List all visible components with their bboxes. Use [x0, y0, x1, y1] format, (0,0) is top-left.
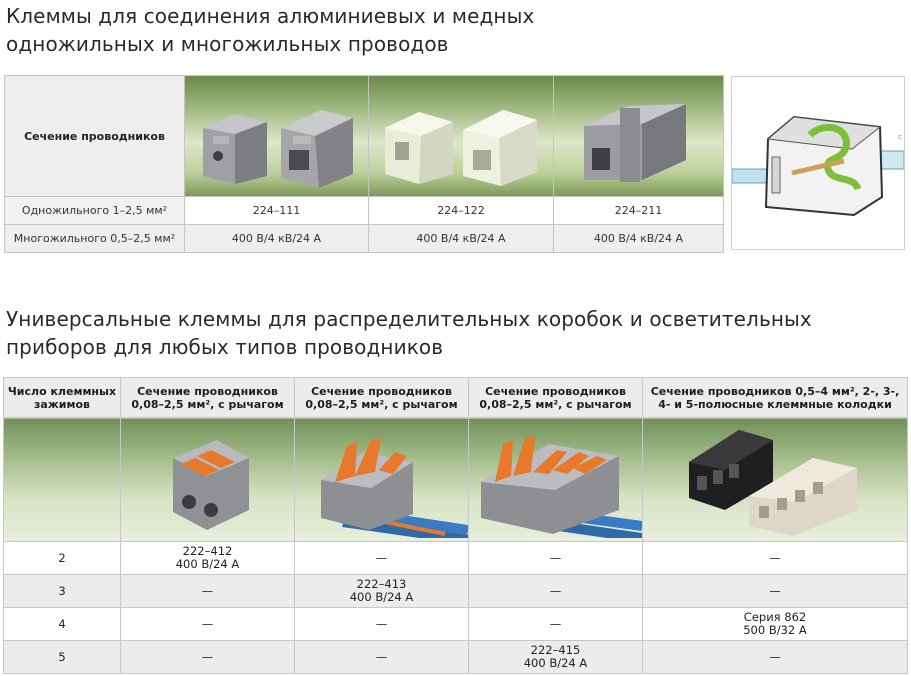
- cell-line: 222–413: [356, 577, 407, 591]
- table-cell: 224–111: [185, 197, 369, 225]
- cell-line: 400 В/24 А: [175, 557, 240, 571]
- cell-line: 222–415: [530, 643, 581, 657]
- table-cell: 224–211: [554, 197, 724, 225]
- grey-connector-image: [185, 76, 369, 197]
- grey-inline-connector-image: [554, 76, 724, 197]
- table-cell: —: [295, 641, 469, 674]
- terminal-count: 5: [4, 641, 121, 674]
- connector-cutaway-illustration: [731, 76, 905, 250]
- table-cell: 400 В/4 кВ/24 А: [185, 225, 369, 253]
- table-cell: [469, 641, 643, 674]
- header-line: 0,08–2,5 мм², с рычагом: [479, 397, 632, 411]
- table-cell: —: [469, 542, 643, 575]
- table-cell: [121, 542, 295, 575]
- table-cell: —: [469, 575, 643, 608]
- table-cell: [295, 575, 469, 608]
- table-cell: [643, 608, 908, 641]
- table-cell: —: [643, 575, 908, 608]
- cell-line: 500 В/32 А: [743, 623, 807, 637]
- lever-connector-table: [3, 377, 908, 674]
- header-cross-section: [121, 378, 295, 418]
- header-line: зажимов: [34, 397, 90, 411]
- row-label-solid: Одножильного 1–2,5 мм²: [5, 197, 185, 225]
- header-cross-section: [295, 378, 469, 418]
- header-line: Сечение проводников: [311, 384, 452, 398]
- table-cell: —: [121, 608, 295, 641]
- section-header-cell: Сечение проводников: [5, 76, 185, 197]
- terminal-blocks-image: [643, 418, 908, 542]
- three-lever-connector-image: [295, 418, 469, 542]
- table-cell: 400 В/4 кВ/24 А: [369, 225, 554, 253]
- table-cell: —: [643, 641, 908, 674]
- table-cell: —: [121, 575, 295, 608]
- section2-title-line1: Универсальные клеммы для распределительных коробок и осветительных: [6, 307, 812, 331]
- terminal-count: 3: [4, 575, 121, 608]
- table-cell: —: [643, 542, 908, 575]
- section2-title-line2: приборов для любых типов проводников: [6, 335, 444, 359]
- cell-line: Серия 862: [743, 610, 807, 624]
- header-line: 4- и 5-полюсные клеммные колодки: [658, 397, 892, 411]
- cell-line: 400 В/24 А: [523, 656, 588, 670]
- table-cell: —: [469, 608, 643, 641]
- table-cell: 224–122: [369, 197, 554, 225]
- terminal-count: 2: [4, 542, 121, 575]
- wire-connector-table: [4, 75, 724, 253]
- row-label-stranded: Многожильного 0,5–2,5 мм²: [5, 225, 185, 253]
- header-cross-section: [469, 378, 643, 418]
- table-cell: 400 В/4 кВ/24 А: [554, 225, 724, 253]
- table-cell: —: [121, 641, 295, 674]
- svg-text:c: c: [898, 133, 902, 141]
- header-line: 0,08–2,5 мм², с рычагом: [131, 397, 284, 411]
- cell-line: 222–412: [182, 544, 233, 558]
- table-cell: —: [295, 608, 469, 641]
- five-lever-connector-image: [469, 418, 643, 542]
- header-line: 0,08–2,5 мм², с рычагом: [305, 397, 458, 411]
- header-line: Сечение проводников: [137, 384, 278, 398]
- white-connector-image: [369, 76, 554, 197]
- empty-image-cell: [4, 418, 121, 542]
- two-lever-connector-image: [121, 418, 295, 542]
- cell-line: 400 В/24 А: [349, 590, 414, 604]
- table-cell: —: [295, 542, 469, 575]
- section1-title-line1: Клеммы для соединения алюминиевых и медных: [6, 4, 535, 28]
- header-terminal-count: [4, 378, 121, 418]
- header-line: Сечение проводников: [485, 384, 626, 398]
- section1-title-line2: одножильных и многожильных проводов: [6, 32, 449, 56]
- header-line: Сечение проводников 0,5–4 мм², 2-, 3-,: [650, 384, 900, 398]
- header-terminal-blocks: [643, 378, 908, 418]
- header-line: Число клеммных: [7, 384, 117, 398]
- terminal-count: 4: [4, 608, 121, 641]
